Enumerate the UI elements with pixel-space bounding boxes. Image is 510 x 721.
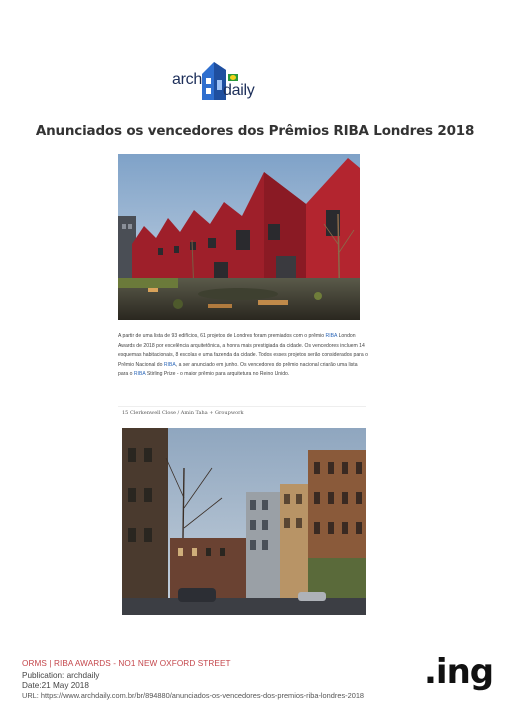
logo-text-arch: arch xyxy=(172,71,202,88)
paragraph-text: A partir de uma lista de 93 edifícios, 61 projetos de Londres foram premiados com o prêmio xyxy=(118,333,326,339)
footer-date: Date:21 May 2018 xyxy=(22,681,89,690)
footer-heading: ORMS | RIBA AWARDS - NO1 NEW OXFORD STREET xyxy=(22,659,231,668)
riba-link[interactable]: RIBA xyxy=(133,371,146,378)
article-photo-housing xyxy=(118,154,360,320)
ing-logo: .ing xyxy=(424,652,494,692)
article-paragraph xyxy=(118,332,368,380)
logo-text-daily: daily xyxy=(223,82,255,99)
caption-divider xyxy=(118,406,366,407)
paragraph-text: , a ser anunciado em junho. Os vencedores do prêmio nacional criarão uma lista para o xyxy=(118,361,358,378)
riba-link[interactable]: RIBA xyxy=(325,333,338,339)
riba-link[interactable]: RIBA xyxy=(163,361,176,368)
footer-url[interactable]: URL: https://www.archdaily.com.br/br/894880/anunciados-os-vencedores-dos-premios-riba-londres-2018 xyxy=(22,691,365,700)
archdaily-logo[interactable] xyxy=(172,58,262,104)
brazil-flag-icon xyxy=(228,74,238,81)
article-title: Anunciados os vencedores dos Prêmios RIBA Londres 2018 xyxy=(35,123,475,139)
article-photo-street xyxy=(122,428,366,615)
photo-caption: 15 Clerkenwell Close / Amin Taha + Groupwork xyxy=(122,410,244,416)
paragraph-text: Stirling Prize - o maior prêmio para arquitetura no Reino Unido. xyxy=(145,371,290,378)
paragraph-text: London Awards de 2018 por excelência arquitetônica, a honra mais prestigiada da cidade. Os vencedores incluem 14 esquemas habitacionais, 8 escolas e uma fazenda da cidade. Todos esses projetos serão considerados para o Prêmio Nacional do xyxy=(118,333,368,368)
footer-publication: Publication: archdaily xyxy=(22,671,100,680)
